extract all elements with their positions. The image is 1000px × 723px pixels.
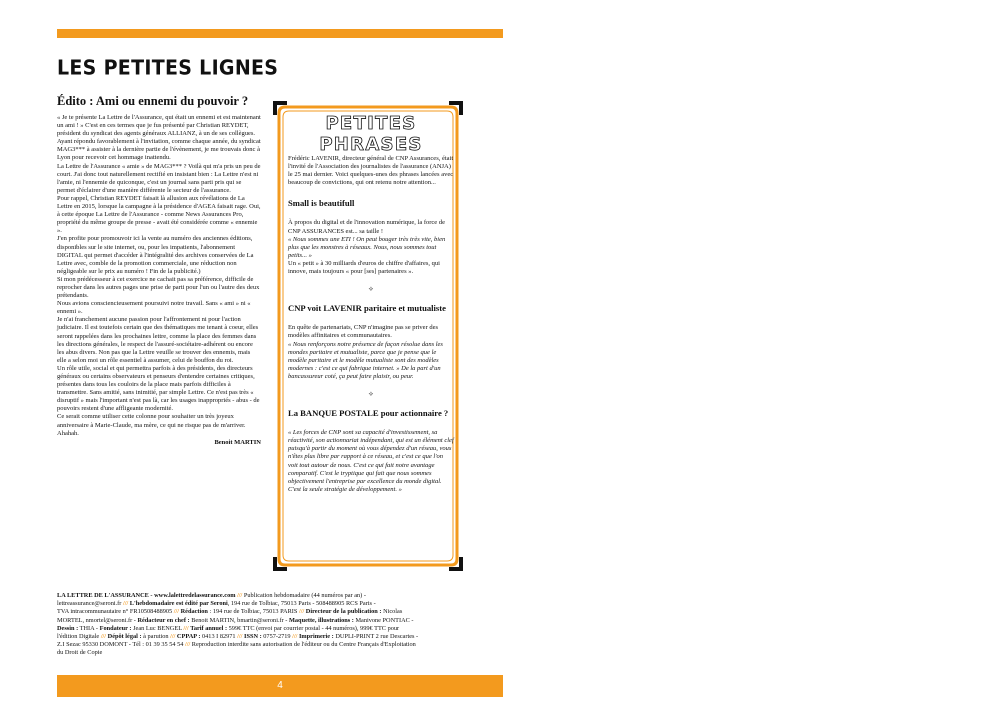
- section-heading: CNP voit LAVENIR paritaire et mutualiste: [288, 303, 446, 314]
- footer-text: THIA -: [79, 624, 99, 632]
- footer-line: [57, 649, 503, 657]
- section-text: Un « petit » à 30 milliards d'euros de chiffre d'affaires, qui innove, mais toujours « pour [ses] partenaires ».: [288, 259, 440, 276]
- footer-text: 0757-2719: [263, 633, 291, 641]
- slash-separator: ///: [170, 633, 176, 641]
- footer-text: 0413 I 82971: [202, 633, 236, 641]
- slash-separator: ///: [183, 624, 189, 632]
- footer-label: Fondateur :: [99, 624, 132, 632]
- slash-separator: ///: [100, 633, 107, 641]
- footer-text: Z.I Sezac 95330 DOMONT - Tél : 01 39 35 54 54: [57, 641, 184, 649]
- footer-text: Publication hebdomadaire (44 numéros par an) -: [243, 592, 366, 599]
- quote-text: « Nous sommes une ETI ! On peut bouger très très vite, bien plus que les monstres à réseaux. Nous, nous sommes tout petits... »: [288, 235, 446, 259]
- slash-separator: ///: [237, 592, 243, 599]
- footer-text: l'édition Digitale: [57, 633, 100, 641]
- footer-imprint: [57, 592, 503, 658]
- slash-separator: ///: [237, 633, 243, 641]
- footer-text: 599€ TTC (envoi par courrier postal - 44 numéros), 999€ TTC pour: [228, 624, 400, 632]
- footer-text: Jean Luc BENGEL: [133, 624, 182, 632]
- slash-separator: ///: [122, 600, 129, 608]
- section-heading: La BANQUE POSTALE pour actionnaire ?: [288, 408, 449, 419]
- footer-text: DUPLI-PRINT 2 rue Descartes -: [335, 633, 419, 641]
- bottom-accent-bar: [57, 675, 503, 697]
- footer-label: L'hebdomadaire est édité par Seroni: [129, 600, 228, 608]
- footer-text: à parution: [143, 633, 169, 641]
- slash-separator: ///: [173, 608, 180, 616]
- edito-column: [57, 114, 261, 447]
- quote-text: « Les forces de CNP sont sa capacité d'investissement, sa réactivité, son actionnariat indépendant, qui est un élément clef puisqu'à partir du moment où vous dépendez d'un réseau, vous n'êtes plus libre par rapport à ce réseau, et c'est ce que l'on voit tout autour de nous. C'est ce qui fait notre avantage comparatif. C'est le tryptique qui fait que nous sommes objectivement l'entreprise par excellence du monde digital. C'est la seule stratégie de développement. »: [288, 429, 454, 493]
- edito-paragraph: Je n'ai franchement aucune passion pour l'affrontement ni pour l'action judiciaire. Il est toutefois certain que des thématiques me tenant à coeur, elles seront rappelées dans les prochaines lettre, comme la place des femmes dans les directions générales, le respect de l'assuré-sociétaire-adhérent ou encore les abus divers. Non pas que la Lettre veuille se trouver des ennemis, mais elle a selon moi un rôle essentiel à assumer, celui de bouffon du roi.: [57, 316, 259, 364]
- edito-paragraph: Nous avions consciencieusement poursuivi notre travail. Sans « ami » ni « ennemi ».: [57, 300, 251, 316]
- separator-icon: ⟡: [368, 389, 374, 398]
- footer-line: [57, 641, 503, 649]
- footer-label: ISSN :: [244, 633, 262, 641]
- petites-phrases-title: PETITES PHRASES: [319, 113, 423, 155]
- section-text: En quête de partenariats, CNP n'imagine pas se priver des modèles affinitaires et communautaires.: [288, 324, 439, 340]
- footer-text: TVA intracommunautaire n° FR10508488905: [57, 608, 173, 616]
- edito-paragraph: Si mon prédécesseur à cet exercice ne cachait pas sa préférence, difficile de reprocher dans les autres pages une prise de parti pour l'un ou l'autre des deux prétendants.: [57, 275, 260, 300]
- footer-line: [57, 600, 503, 608]
- footer-label: Directeur de la publication :: [305, 608, 382, 616]
- edito-paragraph: « Je te présente La Lettre de l'Assurance, qui était un ennemi et est maintenant un ami ! » C'est en ces termes que je fus présenté par Christian REYDET, président du syndicat des agents généraux ALLIANZ, à un de ses collègues.: [57, 114, 261, 138]
- footer-label: Dépôt légal :: [107, 633, 142, 641]
- footer-text: : 194 rue de Tolbiac, 75013 PARIS: [209, 608, 298, 616]
- footer-text: Reproduction interdite sans autorisation de l'éditeur ou du Centre Français d'Exploitation: [191, 641, 416, 649]
- footer-line: [57, 617, 503, 625]
- separator-icon: ⟡: [368, 285, 374, 294]
- footer-label: CPPAP :: [176, 633, 201, 641]
- footer-label: LA LETTRE DE L'ASSURANCE - www.lalettredelassurance.com: [57, 592, 236, 599]
- footer-email: lettreassurance@seroni.fr: [57, 600, 122, 608]
- footer-label: Rédacteur en chef :: [137, 616, 190, 624]
- edito-signature: Benoit MARTIN: [214, 438, 261, 446]
- footer-text: Nicolas: [383, 608, 403, 616]
- page-number: 4: [277, 680, 283, 691]
- edito-paragraph: Un rôle utile, social et qui permettra parfois à des présidents, des directeurs généraux ou certains observateurs et penseurs d'entendre certaines critiques, présentes dans tous les couloirs de la place mais parfois difficiles à transmettre. Sans amitié, sans inimitié, par simple Lettre. Ce n'est pas très « disruptif » mais l'important n'est pas là, car les usages inappropriés - abus - de pouvoirs restent d'une affligeante modernité.: [57, 364, 260, 413]
- quote-text: « Nous renforçons notre présence de façon résolue dans les mondes paritaire et mutualiste, parce que je pense que le modèle paritaire et le modèle mutualiste sont des modèles modernes : c'est ce qui fabrique internet. » De la part d'un bancassureur coté, ça peut faire plaisir, ou peur.: [288, 340, 443, 380]
- footer-line: [57, 633, 503, 641]
- top-accent-bar: [57, 29, 503, 38]
- footer-label: Tarif annuel :: [190, 624, 228, 632]
- footer-text: Benoit MARTIN, bmartin@seroni.fr -: [191, 616, 288, 624]
- footer-label: Dessin :: [57, 624, 79, 632]
- footer-text: Manivone PONTIAC -: [355, 616, 414, 624]
- section-heading: Small is beautifull: [288, 198, 355, 209]
- edito-paragraph: Pour rappel, Christian REYDET faisait là allusion aux révélations de La Lettre en 2015, lorsque la campagne à la présidence d'AGEA faisait rage. Oui, à cette époque La Lettre de l'Assurance - comme News Assurances Pro, propriété du même groupe de presse - avait été considérée comme « ennemie ».: [57, 194, 261, 235]
- edito-paragraph: Ayant répondu favorablement à l'invitation, comme chaque année, du syndicat MAG3*** à assister à la dernière partie de l'évènement, je me trouvais donc à Lyon pour recevoir cet hommage inattendu.: [57, 138, 261, 162]
- footer-label: Maquette, illustrations :: [288, 616, 354, 624]
- edito-paragraph: J'en profite pour promouvoir ici la vente au numéro des anciennes éditions, disponibles sur le site internet, ou, pour les impatients, l'abonnement DIGITAL qui permet d'accéder à l'intégralité des archives conservées de La Lettre avec, comble de la promotion commerciale, une réduction non négligeable sur le prix au numéro ! Fin de la publicité.): [57, 235, 254, 275]
- section-text: À propos du digital et de l'innovation numérique, la force de CNP ASSURANCES est... sa taille !: [288, 219, 445, 235]
- footer-text: du Droit de Copie: [57, 649, 103, 657]
- footer-line: [57, 608, 503, 616]
- slash-separator: ///: [298, 608, 305, 616]
- edito-paragraph: Ce serait comme utiliser cette colonne pour souhaiter un très joyeux anniversaire à Marie-Claude, ma mère, ce qui ne risque pas de m'arriver. Ahahah.: [57, 413, 246, 437]
- slash-separator: ///: [184, 641, 191, 649]
- footer-label: Rédaction: [180, 608, 208, 616]
- edito-title: Édito : Ami ou ennemi du pouvoir ?: [57, 94, 249, 108]
- edito-paragraph: La Lettre de l'Assurance « amie » de MAG3*** ? Voilà qui m'a pris un peu de court. J'ai donc tout naturellement rectifié en insistant bien : La Lettre n'est ni l'amie, ni l'ennemie de quiconque, c'est un journal sans parti pris qui se permet d'éclairer d'une manière différente le secteur de l'assurance.: [57, 162, 261, 194]
- footer-text: MORTEL, nmortel@seroni.fr -: [57, 616, 136, 624]
- petites-phrases-box: [273, 101, 463, 571]
- petites-phrases-content: [288, 155, 454, 494]
- intro-text: Frédéric LAVENIR, directeur général de CNP Assurances, était l'invité de l'Association des journalistes de l'assurance (ANJA) le 25 mai dernier. Voici quelques-unes des phrases lancées avec beaucoup de convictions, qui ont retenu notre attention...: [288, 155, 454, 187]
- section-title: LES PETITES LIGNES: [57, 56, 279, 80]
- footer-label: Imprimerie :: [298, 633, 334, 641]
- footer-line: [57, 592, 503, 600]
- slash-separator: ///: [292, 633, 298, 641]
- footer-text: , 194 rue de Tolbiac, 75013 Paris - 508488905 RCS Paris -: [227, 600, 376, 608]
- footer-line: [57, 625, 503, 633]
